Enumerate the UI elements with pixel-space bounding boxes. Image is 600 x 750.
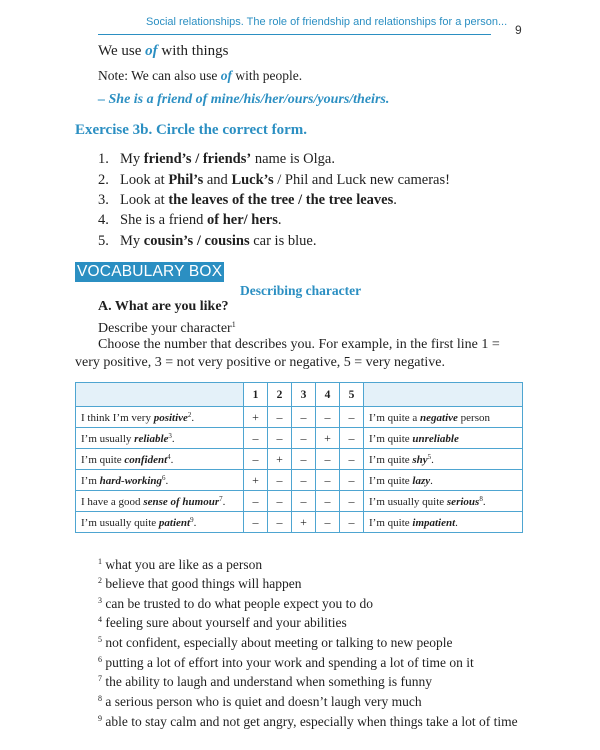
table-row (76, 407, 523, 428)
rating-cell[interactable]: – (340, 407, 364, 428)
rating-cell[interactable]: – (292, 428, 316, 449)
scale-header: 2 (268, 383, 292, 407)
table-header-cell (76, 383, 244, 407)
rating-cell[interactable]: – (268, 491, 292, 512)
table-row (76, 470, 523, 491)
scale-header: 3 (292, 383, 316, 407)
left-statement: I’m quite confident$^4$. (76, 449, 244, 470)
scale-header: 5 (340, 383, 364, 407)
intro-example: – She is a friend of mine/his/her/ours/yours/theirs. (98, 92, 390, 107)
instruction-line-1: Choose the number that describes you. For example, in the first line 1 = (98, 337, 500, 352)
rating-cell[interactable]: – (292, 449, 316, 470)
footnote: $^6$ putting a lot of effort into your work and spending a lot of time on it (98, 655, 474, 670)
rating-cell[interactable]: – (316, 512, 340, 533)
header-rule (98, 34, 491, 35)
table-header-row (76, 383, 523, 407)
page-number: 9 (515, 23, 522, 37)
intro-line: We use of with things (98, 43, 229, 59)
intro-note: Note: We can also use of with people. (98, 68, 303, 83)
running-header-title: Social relationships. The role of friendship and relationships for a person... (146, 16, 508, 28)
rating-cell[interactable]: + (316, 428, 340, 449)
scale-header: 1 (244, 383, 268, 407)
rating-cell[interactable]: – (340, 449, 364, 470)
footnote: $^4$ feeling sure about yourself and your abilities (98, 615, 347, 630)
rating-cell[interactable]: – (316, 470, 340, 491)
footnote: $^9$ able to stay calm and not get angry, especially when things take a lot of time (98, 714, 518, 729)
rating-cell[interactable]: – (268, 428, 292, 449)
scale-header: 4 (316, 383, 340, 407)
rating-cell[interactable]: – (244, 449, 268, 470)
section-subtitle: Describing character (240, 283, 362, 298)
table-row (76, 512, 523, 533)
right-statement: I’m quite a negative person (364, 407, 523, 428)
table-row (76, 428, 523, 449)
exercise-item: 1. My friend’s / friends’ name is Olga. (98, 151, 335, 167)
table-header-cell (364, 383, 523, 407)
character-table (75, 382, 523, 533)
vocabulary-box-title: VOCABULARY BOX (77, 263, 223, 280)
rating-cell[interactable]: – (292, 470, 316, 491)
footnote: $^5$ not confident, especially about meeting or talking to new people (98, 635, 453, 650)
exercise-title: Exercise 3b. Circle the correct form. (75, 122, 307, 138)
right-statement: I’m quite unreliable (364, 428, 523, 449)
rating-cell[interactable]: – (340, 470, 364, 491)
left-statement: I’m usually quite patient$^9$. (76, 512, 244, 533)
exercise-item: 5. My cousin’s / cousins car is blue. (98, 233, 317, 249)
rating-cell[interactable]: – (340, 491, 364, 512)
rating-cell[interactable]: – (316, 491, 340, 512)
left-statement: I have a good sense of humour$^7$. (76, 491, 244, 512)
left-statement: I’m usually reliable$^3$. (76, 428, 244, 449)
right-statement: I’m quite impatient. (364, 512, 523, 533)
exercise-item: 2. Look at Phil’s and Luck’s / Phil and Luck new cameras! (98, 172, 450, 188)
footnote: $^1$ what you are like as a person (98, 557, 263, 572)
rating-cell[interactable]: – (340, 512, 364, 533)
instruction-line-2: very positive, 3 = not very positive or negative, 5 = very negative. (75, 355, 445, 370)
table-row (76, 491, 523, 512)
rating-cell[interactable]: – (292, 491, 316, 512)
rating-cell[interactable]: – (340, 428, 364, 449)
left-statement: I’m hard-working$^6$. (76, 470, 244, 491)
rating-cell[interactable]: – (316, 449, 340, 470)
right-statement: I’m quite shy$^5$. (364, 449, 523, 470)
rating-cell[interactable]: – (292, 407, 316, 428)
rating-cell[interactable]: + (292, 512, 316, 533)
rating-cell[interactable]: – (244, 512, 268, 533)
rating-cell[interactable]: – (316, 407, 340, 428)
rating-cell[interactable]: + (268, 449, 292, 470)
running-header (0, 0, 600, 44)
rating-cell[interactable]: – (268, 470, 292, 491)
footnote: $^2$ believe that good things will happen (98, 576, 302, 591)
right-statement: I’m usually quite serious$^8$. (364, 491, 523, 512)
describe-line: Describe your character$^1$ (98, 320, 236, 336)
exercise-item: 3. Look at the leaves of the tree / the tree leaves. (98, 192, 397, 208)
right-statement: I’m quite lazy. (364, 470, 523, 491)
rating-cell[interactable]: – (244, 491, 268, 512)
rating-cell[interactable]: + (244, 407, 268, 428)
footnote: $^3$ can be trusted to do what people expect you to do (98, 596, 374, 611)
rating-cell[interactable]: – (268, 512, 292, 533)
rating-cell[interactable]: – (268, 407, 292, 428)
rating-cell[interactable]: + (244, 470, 268, 491)
rating-cell[interactable]: – (244, 428, 268, 449)
footnote: $^7$ the ability to laugh and understand when something is funny (98, 674, 432, 689)
footnote: $^8$ a serious person who is quiet and doesn’t laugh very much (98, 694, 422, 709)
exercise-item: 4. She is a friend of her/ hers. (98, 212, 282, 228)
section-heading: A. What are you like? (98, 299, 229, 314)
left-statement: I think I’m very positive$^2$. (76, 407, 244, 428)
table-row (76, 449, 523, 470)
